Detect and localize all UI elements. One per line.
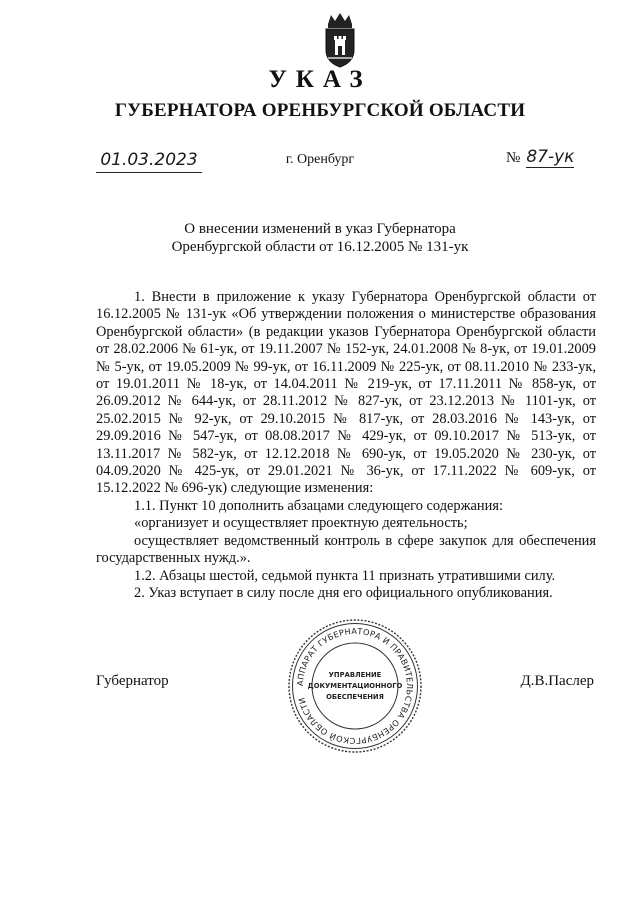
paragraph-quote-1: «организует и осуществляет проектную деятельность; <box>134 515 468 532</box>
issuer-title: ГУБЕРНАТОРА ОРЕНБУРГСКОЙ ОБЛАСТИ <box>114 100 526 121</box>
number-sign: № <box>506 150 521 166</box>
signatory-name: Д.В.Паслер <box>520 673 594 689</box>
subject-line-2: Оренбургской области от 16.12.2005 № 131-ук <box>171 239 469 255</box>
paragraph-1-1: 1.1. Пункт 10 дополнить абзацами следующего содержания: <box>134 497 503 514</box>
decree-number <box>506 147 574 168</box>
seal-ring-text: АППАРАТ ГУБЕРНАТОРА И ПРАВИТЕЛЬСТВА ОРЕНБУРГСКОЙ ОБЛАСТИ <box>294 625 416 747</box>
paragraph-quote-2: осуществляет ведомственный контроль в сфере закупок для обеспечения государственных нужд.». <box>96 532 596 567</box>
seal-center-line-3: ОБЕСПЕЧЕНИЯ <box>326 693 384 701</box>
seal-center-line-2: ДОКУМЕНТАЦИОННОГО <box>307 682 403 690</box>
decree-date: 01.03.2023 <box>96 150 202 173</box>
signatory-title: Губернатор <box>96 673 169 689</box>
official-seal-stamp <box>286 617 424 755</box>
coat-of-arms-emblem <box>317 12 363 68</box>
decree-body <box>96 289 596 602</box>
paragraph-2: 2. Указ вступает в силу после дня его официального опубликования. <box>134 584 553 601</box>
paragraph-1: 1. Внести в приложение к указу Губернатора Оренбургской области от 16.12.2005 № 131-ук «Об утверждении положения о министерстве образования Оренбургской области» (в редакции указов Губернатора Оренбургской области от 28.02.2006 № 61-ук, от 19.11.2007 № 152-ук, 24.01.2008 № 8-ук, от 19.01.2009 № 5-ук, от 19.05.2009 № 99-ук, от 16.11.2009 № 225-ук, от 08.11.2010 № 233-ук, от 19.01.2011 № 18-ук, от 14.04.2011 № 219-ук, от 17.11.2011 № 858-ук, от 26.09.2012 № 644-ук, от 28.11.2012 № 827-ук, от 23.12.2013 № 1101-ук, от 25.02.2015 № 92-ук, от 29.10.2015 № 817-ук, от 28.03.2016 № 143-ук, от 29.09.2016 № 547-ук, от 08.08.2017 № 429-ук, от 09.10.2017 № 513-ук, от 13.11.2017 № 582-ук, от 12.12.2018 № 690-ук, от 19.05.2020 № 230-ук, от 04.09.2020 № 425-ук, от 29.01.2021 № 36-ук, от 17.11.2022 № 609-ук, от 15.12.2022 № 696-ук) следующие изменения: <box>96 289 596 497</box>
paragraph-1-2: 1.2. Абзацы шестой, седьмой пункта 11 признать утратившими силу. <box>134 567 556 584</box>
number-value: 87-ук <box>526 147 575 167</box>
decree-subject <box>0 220 640 256</box>
seal-center-line-1: УПРАВЛЕНИЕ <box>328 671 382 679</box>
document-type-title: УКАЗ <box>268 66 372 93</box>
subject-line-1: О внесении изменений в указ Губернатора <box>184 221 456 237</box>
decree-city: г. Оренбург <box>285 152 355 167</box>
